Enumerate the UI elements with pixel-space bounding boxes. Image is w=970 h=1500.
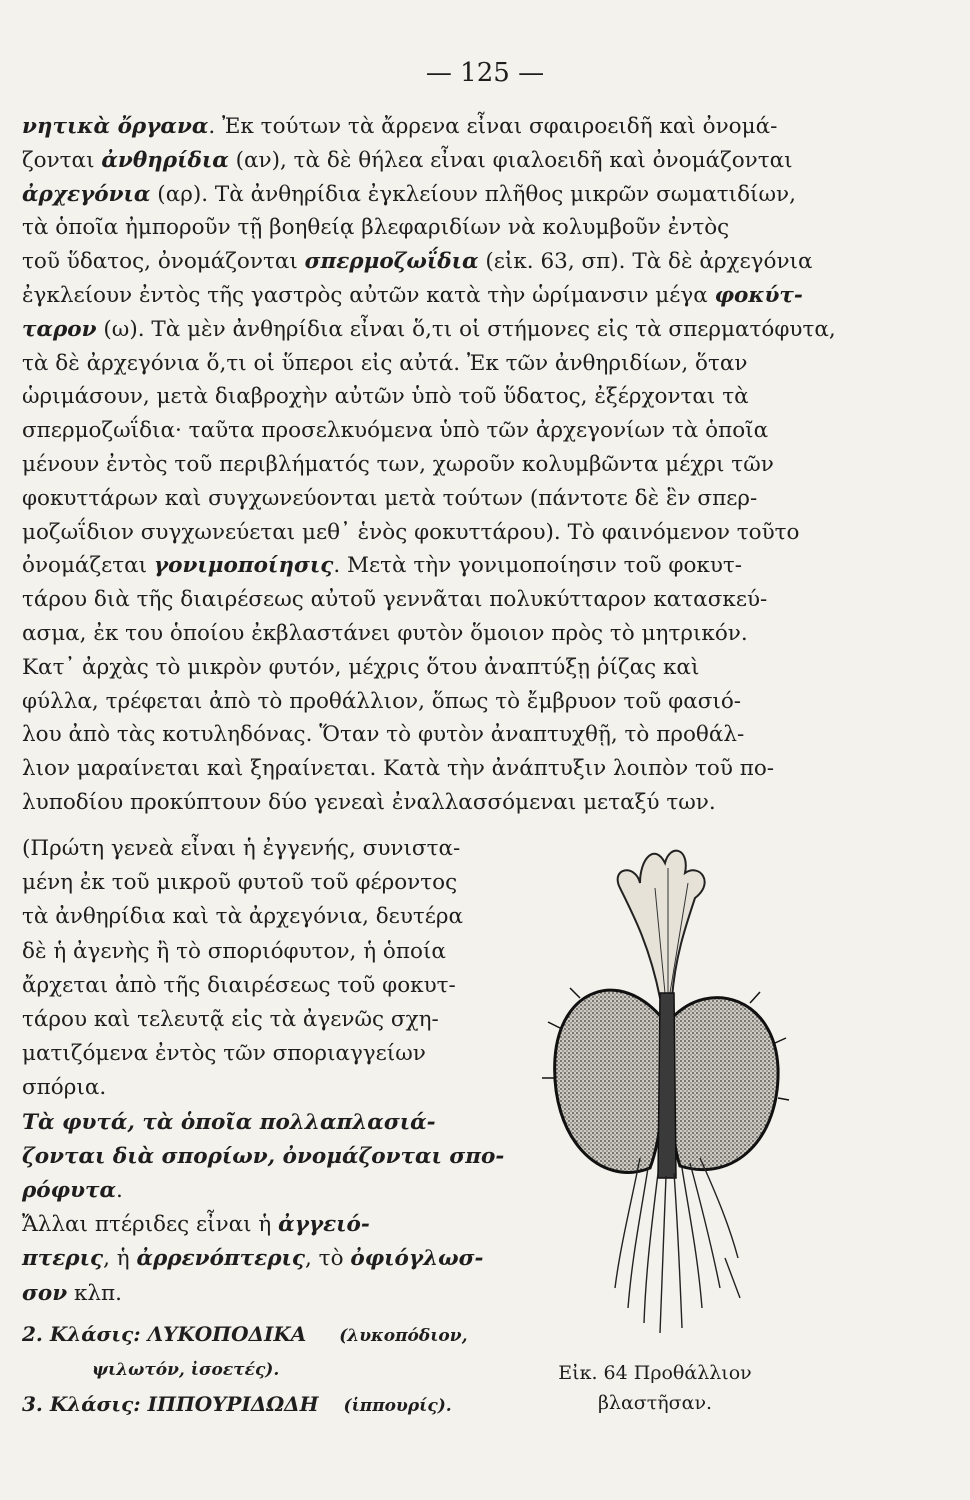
text-segment: τὰ ἀνθηρίδια καὶ τὰ ἀρχεγόνια, δευτέρα: [22, 904, 464, 930]
emphasized-term: σον: [22, 1280, 68, 1306]
emphasized-term: ρόφυτα: [22, 1178, 117, 1204]
text-segment: φύλλα, τρέφεται ἀπὸ τὸ προθάλλιον, ὅπως τὸ ἔμβρυον τοῦ φασιό-: [22, 688, 742, 714]
text-segment: δὲ ἡ ἀγενὴς ἢ τὸ σποριόφυτον, ἡ ὁποία: [22, 938, 446, 964]
text-line: [22, 752, 822, 786]
text-segment: ασμα, ἐκ του ὁποίου ἐκβλαστάνει φυτὸν ὅμοιον πρὸς τὸ μητρικόν.: [22, 620, 748, 646]
text-line: [22, 1037, 522, 1071]
text-segment: (ω). Τὰ μὲν ἀνθηρίδια εἶναι ὅ,τι οἱ στήμονες εἰς τὰ σπερματόφυτα,: [96, 316, 836, 342]
page-number: — 125 —: [425, 58, 545, 88]
class-2-examples-line2: ψιλωτόν, ἰσοετές).: [92, 1360, 280, 1380]
text-line: [22, 347, 822, 381]
text-segment: σπερμοζωΐδια· ταῦτα προσελκυόμενα ὑπὸ τῶν ἀρχεγονίων τὰ ὁποῖα: [22, 418, 769, 444]
text-segment: ἐγκλείουν ἐντὸς τῆς γαστρὸς αὐτῶν κατὰ τὴν ὡρίμανσιν μέγα: [22, 282, 715, 308]
text-line: [22, 313, 836, 347]
text-line: [22, 178, 822, 212]
text-line: [22, 969, 522, 1003]
emphasized-term: ἀρχεγόνια: [22, 181, 151, 207]
main-paragraph: [22, 110, 836, 820]
text-segment: τὰ δὲ ἀρχεγόνια ὅ,τι οἱ ὕπεροι εἰς αὐτά. Ἐκ τῶν ἀνθηριδίων, ὅταν: [22, 350, 748, 376]
text-segment: , τὸ: [305, 1246, 351, 1272]
text-line: [22, 1174, 522, 1208]
text-segment: μοζωΐδιον συγχωνεύεται μεθ᾽ ἑνὸς φοκυττάρου). Τὸ φαινόμενον τοῦτο: [22, 519, 800, 545]
text-segment: κλπ.: [67, 1280, 122, 1306]
class-3-title: 3. Κλάσις: ΙΠΠΟΥΡΙΔΩΔΗ: [22, 1392, 319, 1416]
text-line: [22, 482, 822, 516]
figure-caption: [540, 1358, 770, 1418]
text-segment: μένη ἐκ τοῦ μικροῦ φυτοῦ τοῦ φέροντος: [22, 870, 458, 896]
text-segment: τὰ ὁποῖα ἠμποροῦν τῇ βοηθείᾳ βλεφαριδίων νὰ κολυμβοῦν ἐντὸς: [22, 215, 730, 241]
text-line: [22, 1106, 522, 1140]
emphasized-term: πτερις: [22, 1246, 104, 1272]
text-segment: λιον μαραίνεται καὶ ξηραίνεται. Κατὰ τὴν ἀνάπτυξιν λοιπὸν τοῦ πο-: [22, 756, 775, 782]
class-3-examples: (ἱππουρίς).: [343, 1396, 452, 1416]
text-segment: ἄρχεται ἀπὸ τῆς διαιρέσεως τοῦ φοκυτ-: [22, 972, 456, 998]
text-line: [22, 516, 822, 550]
emphasized-term: ταρον: [22, 316, 97, 342]
emphasized-term: σπερμοζωΐδια: [304, 249, 479, 275]
text-line: [22, 144, 822, 178]
emphasized-term: γονιμοποίησις: [153, 553, 334, 579]
text-line: [22, 617, 822, 651]
text-line: [22, 1071, 522, 1105]
figure-caption-subtitle: βλαστῆσαν.: [597, 1392, 713, 1414]
text-segment: σπόρια.: [22, 1075, 107, 1101]
emphasized-term: ἀρρενόπτερις: [136, 1246, 306, 1272]
text-line: [22, 1003, 522, 1037]
prothallium-illustration-icon: [540, 828, 790, 1348]
text-segment: Κατ᾽ ἀρχὰς τὸ μικρὸν φυτόν, μέχρις ὅτου ἀναπτύξῃ ῥίζας καὶ: [22, 654, 700, 680]
emphasized-term: ἀνθηρίδια: [101, 147, 229, 173]
class-3-heading: [22, 1392, 452, 1416]
text-line: [22, 549, 822, 583]
text-segment: τοῦ ὕδατος, ὀνομάζονται: [22, 249, 305, 275]
text-segment: τάρου διὰ τῆς διαιρέσεως αὐτοῦ γεννᾶται πολυκύτταρον κατασκεύ-: [22, 587, 768, 613]
text-line: [22, 685, 822, 719]
text-segment: μένουν ἐντὸς τοῦ περιβλήματός των, χωροῦν κολυμβῶντα μέχρι τῶν: [22, 451, 774, 477]
text-segment: , ἡ: [103, 1246, 137, 1272]
emphasized-term: νητικὰ ὄργανα: [22, 114, 209, 139]
text-line: [22, 1140, 522, 1174]
text-segment: ὡριμάσουν, μετὰ διαβροχὴν αὐτῶν ὑπὸ τοῦ ὕδατος, ἐξέρχονται τὰ: [22, 384, 749, 410]
text-segment: . Μετὰ τὴν γονιμοποίησιν τοῦ φοκυτ-: [333, 553, 743, 579]
text-segment: (αρ). Τὰ ἀνθηρίδια ἐγκλείουν πλῆθος μικρῶν σωματιδίων,: [150, 181, 796, 207]
text-line: [22, 718, 822, 752]
text-line: [22, 583, 822, 617]
text-line: [22, 935, 522, 969]
text-segment: τάρου καὶ τελευτᾷ εἰς τὰ ἀγενῶς σχη-: [22, 1007, 439, 1033]
text-line: [22, 448, 822, 482]
text-line: [22, 414, 822, 448]
class-2-examples-cont: [92, 1356, 279, 1380]
text-line: [22, 786, 822, 820]
text-segment: (αν), τὰ δὲ θήλεα εἶναι φιαλοειδῆ καὶ ὀνομάζονται: [228, 147, 793, 173]
text-line: [22, 1208, 522, 1242]
emphasized-term: φοκύτ-: [714, 282, 803, 308]
text-segment: (εἰκ. 63, σπ). Τὰ δὲ ἀρχεγόνια: [478, 249, 813, 275]
text-segment: ζονται: [22, 147, 102, 173]
text-segment: ὀνομάζεται: [22, 553, 154, 579]
text-line: [22, 245, 822, 279]
emphasized-term: Τὰ φυτά, τὰ ὁποῖα πολλαπλασιά-: [22, 1109, 436, 1135]
text-line: [22, 900, 522, 934]
figure-caption-title: Εἰκ. 64 Προθάλλιον: [558, 1362, 752, 1384]
text-line: [22, 866, 522, 900]
text-line: [22, 1277, 522, 1311]
text-segment: λυποδίου προκύπτουν δύο γενεαὶ ἐναλλασσόμεναι μεταξύ των.: [22, 789, 716, 815]
text-line: [22, 211, 822, 245]
text-segment: . Ἐκ τούτων τὰ ἄρρενα εἶναι σφαιροειδῆ καὶ ὀνομά-: [208, 114, 778, 139]
emphasized-term: ὀφιόγλωσ-: [350, 1246, 484, 1272]
emphasized-term: ζονται διὰ σπορίων, ὀνομάζονται σπο-: [22, 1143, 505, 1169]
text-segment: λου ἀπὸ τὰς κοτυληδόνας. Ὅταν τὸ φυτὸν ἀναπτυχθῇ, τὸ προθάλ-: [22, 722, 745, 748]
text-segment: Ἄλλαι πτέριδες εἶναι ἡ: [22, 1212, 279, 1238]
text-line: [22, 279, 822, 313]
text-line: [22, 1242, 522, 1276]
text-segment: φοκυττάρων καὶ συγχωνεύονται μετὰ τούτων (πάντοτε δὲ ἓν σπερ-: [22, 485, 758, 511]
text-segment: ματιζόμενα ἐντὸς τῶν σποριαγγείων: [22, 1041, 426, 1067]
text-line: [22, 832, 522, 866]
text-segment: (Πρώτη γενεὰ εἶναι ἡ ἐγγενής, συνιστα-: [22, 836, 461, 861]
text-line: [22, 110, 822, 144]
emphasized-term: ἀγγειό-: [278, 1212, 370, 1238]
text-line: [22, 380, 822, 414]
side-paragraph: [22, 832, 522, 1311]
class-2-title: 2. Κλάσις: ΛΥΚΟΠΟΔΙΚΑ: [22, 1322, 307, 1346]
text-line: [22, 651, 822, 685]
class-2-examples: (λυκοπόδιον,: [339, 1326, 468, 1346]
class-2-heading: [22, 1322, 468, 1346]
text-segment: .: [116, 1178, 123, 1204]
